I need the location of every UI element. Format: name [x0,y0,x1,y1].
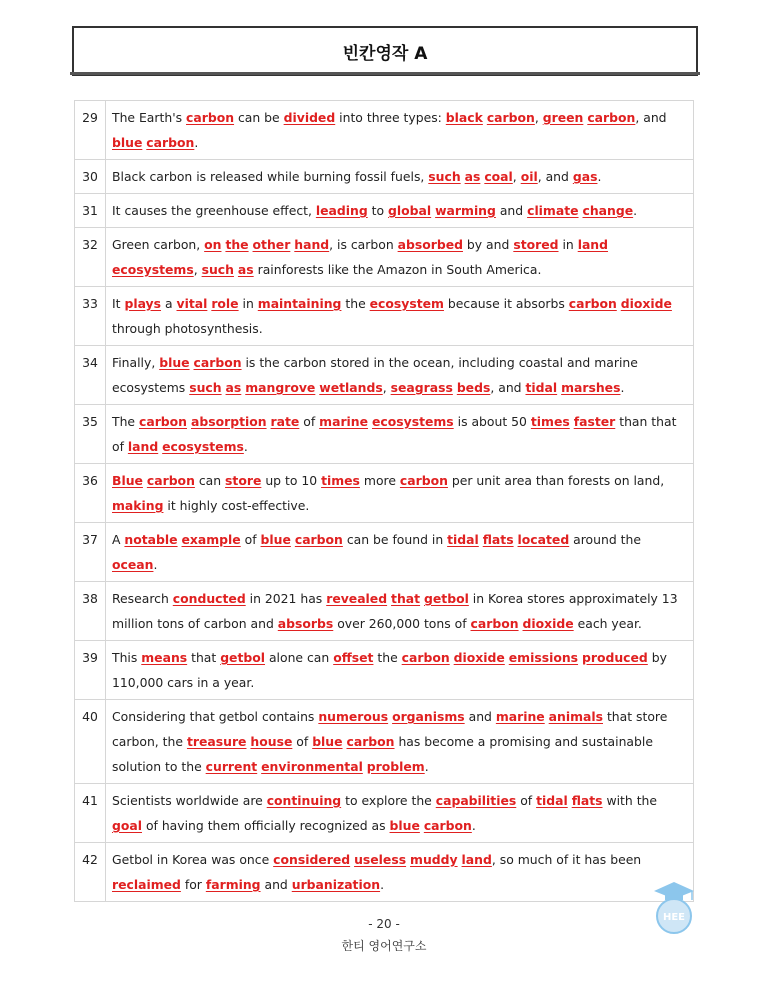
sentence-fragment: , is carbon [329,237,398,252]
answer-word: example [181,532,241,547]
answer-word: Blue [112,473,143,488]
sentence-number: 37 [75,523,106,582]
sentence-text [106,405,694,464]
sentence-row [75,700,694,784]
answer-word: getbol [220,650,266,665]
page-title-text: 빈칸영작 A [342,43,428,64]
title-underline [70,72,700,75]
answer-word: blue [112,135,143,150]
sentence-row [75,843,694,902]
answer-word: dioxide [453,650,505,665]
answer-word: change [582,203,634,218]
sentence-row [75,346,694,405]
sentence-fragment: . [620,380,625,395]
sentence-fragment: of [299,414,320,429]
answer-word: land [127,439,159,454]
answer-word: that [391,591,421,606]
answer-word: absorption [190,414,267,429]
answer-word: blue [260,532,291,547]
sentence-fragment: Considering that getbol contains [112,709,319,724]
answer-word: land [461,852,492,867]
sentence-text [106,523,694,582]
sentence-text [106,160,694,194]
answer-word: such [428,169,461,184]
sentence-fragment: Green carbon, [112,237,205,252]
answer-word: mangrove [245,380,316,395]
answer-word: wetlands [319,380,383,395]
sentence-fragment: Research [112,591,173,606]
sentence-number: 31 [75,194,106,228]
answer-word: other [252,237,291,252]
sentence-fragment: that [187,650,221,665]
page-title [72,26,698,76]
sentence-fragment: , so much of it has been [491,852,642,867]
answer-word: maintaining [257,296,342,311]
answer-word: such [189,380,222,395]
sentence-fragment: . [153,557,158,572]
sentence-row [75,464,694,523]
sentence-fragment: in [558,237,578,252]
answer-word: numerous [318,709,389,724]
answer-word: marshes [561,380,621,395]
answer-word: useless [354,852,407,867]
sentence-fragment: in 2021 has [245,591,327,606]
sentence-fragment: up to 10 [261,473,322,488]
answer-word: vital [176,296,208,311]
sentence-fragment: in [238,296,258,311]
sentence-fragment: than that of [112,414,677,454]
answer-word: carbon [186,110,235,125]
sentence-row [75,194,694,228]
sentence-fragment: . [471,818,476,833]
sentence-text [106,641,694,700]
sentence-text [106,464,694,523]
answer-word: land [577,237,609,252]
answer-word: carbon [146,473,195,488]
answer-word: store [225,473,262,488]
sentence-fragment: , and [490,380,526,395]
sentence-fragment: , and [635,110,667,125]
answer-word: global [388,203,432,218]
sentence-number: 39 [75,641,106,700]
answer-word: dioxide [620,296,672,311]
answer-word: warming [435,203,496,218]
graduation-cap-icon [654,882,694,900]
sentence-row [75,160,694,194]
sentence-fragment: per unit area than forests on land, [447,473,665,488]
answer-word: revealed [326,591,388,606]
answer-word: seagrass [390,380,453,395]
sentence-fragment: and [495,203,528,218]
answer-word: goal [112,818,142,833]
answer-word: treasure [186,734,247,749]
sentence-fragment: of [516,793,537,808]
answer-word: blue [389,818,420,833]
answer-word: capabilities [435,793,517,808]
sentence-fragment: The Earth's [112,110,187,125]
sentence-fragment: by 110,000 cars in a year. [112,650,667,690]
sentence-fragment: by and [462,237,514,252]
sentence-fragment: a [161,296,177,311]
sentence-text [106,228,694,287]
answer-word: considered [273,852,351,867]
sentence-fragment: has become a promising and sustainable solution to the [112,734,653,774]
answer-word: urbanization [291,877,381,892]
sentence-fragment: It [112,296,125,311]
sentence-row [75,228,694,287]
sentence-fragment: it highly cost-effective. [163,498,310,513]
answer-word: as [225,380,242,395]
sentence-fragment: is the carbon stored in the ocean, including coastal and marine ecosystems [112,355,638,395]
sentence-fragment: , [193,262,202,277]
sentence-fragment: Finally, [112,355,160,370]
sentence-fragment: A [112,532,125,547]
answer-word: notable [124,532,178,547]
answer-word: faster [573,414,616,429]
answer-word: emissions [508,650,579,665]
answer-word: carbon [399,473,448,488]
sentence-fragment: This [112,650,142,665]
sentence-row [75,784,694,843]
page-number: - 20 - [368,917,400,931]
answer-word: times [530,414,570,429]
answer-word: plays [124,296,162,311]
sentence-fragment: . [194,135,199,150]
sentence-fragment: Getbol in Korea was once [112,852,274,867]
answer-word: beds [456,380,491,395]
sentence-text [106,287,694,346]
sentence-text [106,194,694,228]
sentence-fragment: Scientists worldwide are [112,793,267,808]
hee-logo [648,880,700,936]
sentence-number: 29 [75,101,106,160]
sentence-fragment: to explore the [341,793,436,808]
sentence-number: 41 [75,784,106,843]
answer-word: means [141,650,188,665]
sentence-fragment: of [292,734,313,749]
answer-word: ecosystem [369,296,444,311]
answer-word: the [225,237,249,252]
answer-word: continuing [266,793,342,808]
answer-word: on [204,237,222,252]
answer-word: black [445,110,483,125]
sentence-fragment: because it absorbs [443,296,569,311]
answer-word: located [517,532,570,547]
answer-word: muddy [410,852,458,867]
sentence-number: 34 [75,346,106,405]
sentence-fragment: , [512,169,521,184]
sentence-fragment: and [260,877,292,892]
answer-word: carbon [294,532,343,547]
sentence-fragment: , [382,380,391,395]
answer-word: offset [333,650,374,665]
sentence-table-body [75,101,694,902]
sentence-number: 35 [75,405,106,464]
answer-word: gas [572,169,598,184]
answer-word: conducted [172,591,246,606]
answer-word: dioxide [522,616,574,631]
sentence-fragment: over 260,000 tons of [333,616,471,631]
sentence-text [106,101,694,160]
sentence-fragment: with the [602,793,658,808]
answer-word: carbon [346,734,395,749]
sentence-row [75,405,694,464]
answer-word: absorbs [277,616,334,631]
answer-word: carbon [486,110,535,125]
sentence-fragment: to [367,203,389,218]
sentence-fragment: that store carbon, the [112,709,668,749]
sentence-number: 30 [75,160,106,194]
answer-word: reclaimed [112,877,181,892]
sentence-row [75,287,694,346]
answer-word: carbon [423,818,472,833]
answer-word: oil [520,169,538,184]
answer-word: such [201,262,234,277]
answer-word: problem [366,759,425,774]
sentence-number: 42 [75,843,106,902]
sentence-fragment: can be [234,110,284,125]
sentence-fragment: . [380,877,385,892]
answer-word: flats [571,793,603,808]
sentence-fragment: . [597,169,602,184]
sentence-fragment: of having them officially recognized as [142,818,390,833]
sentence-number: 32 [75,228,106,287]
sentence-fragment: . [633,203,638,218]
sentence-fragment: through photosynthesis. [112,321,263,336]
answer-word: green [542,110,584,125]
sentence-fragment: in Korea stores approximately 13 million tons of carbon and [112,591,678,631]
sentence-fragment: of [240,532,261,547]
answer-word: as [237,262,254,277]
sentence-fragment: for [180,877,206,892]
answer-word: marine [319,414,369,429]
sentence-text [106,843,694,902]
answer-word: tidal [525,380,558,395]
answer-word: blue [159,355,190,370]
answer-word: blue [312,734,343,749]
sentence-fragment: It causes the greenhouse effect, [112,203,316,218]
answer-word: divided [283,110,336,125]
answer-word: leading [315,203,368,218]
sentence-fragment: . [424,759,429,774]
answer-word: environmental [261,759,363,774]
answer-word: carbon [193,355,242,370]
answer-word: produced [582,650,648,665]
answer-word: tidal [536,793,568,808]
logo-text: HEE [662,912,686,923]
sentence-fragment: can [194,473,226,488]
sentence-number: 36 [75,464,106,523]
sentence-fragment: each year. [573,616,642,631]
answer-word: ecosystems [162,439,244,454]
sentence-fragment: into three types: [335,110,446,125]
answer-word: rate [270,414,300,429]
answer-word: ecosystems [371,414,454,429]
answer-word: stored [513,237,559,252]
sentence-text [106,346,694,405]
sentence-number: 33 [75,287,106,346]
sentence-fragment: . [243,439,248,454]
sentence-fragment: the [373,650,402,665]
answer-word: absorbed [397,237,463,252]
sentence-fragment: the [341,296,370,311]
sentence-fragment: more [359,473,400,488]
sentence-text [106,582,694,641]
sentence-row [75,101,694,160]
sentence-fragment: alone can [265,650,334,665]
sentence-fragment: Black carbon is released while burning fossil fuels, [112,169,429,184]
sentence-number: 40 [75,700,106,784]
answer-word: getbol [424,591,469,606]
sentence-fragment: is about 50 [453,414,531,429]
sentence-text [106,700,694,784]
answer-word: marine [495,709,545,724]
answer-word: as [464,169,481,184]
answer-word: role [211,296,239,311]
sentence-fragment: The [112,414,139,429]
answer-word: farming [205,877,261,892]
answer-word: carbon [138,414,188,429]
answer-word: tidal [447,532,479,547]
sentence-fragment: , [534,110,543,125]
sentence-number: 38 [75,582,106,641]
answer-word: coal [484,169,513,184]
answer-word: times [321,473,360,488]
sentence-row [75,523,694,582]
answer-word: carbon [401,650,450,665]
answer-word: carbon [568,296,617,311]
sentence-fragment: , and [537,169,573,184]
sentence-fragment: can be found in [342,532,448,547]
answer-word: organisms [392,709,465,724]
answer-word: flats [482,532,514,547]
answer-word: making [112,498,164,513]
answer-word: carbon [146,135,195,150]
sentence-fragment: around the [569,532,641,547]
sentence-row [75,582,694,641]
answer-word: carbon [587,110,636,125]
organization-name: 한티 영어연구소 [341,939,427,953]
answer-word: ecosystems [112,262,194,277]
sentence-fragment: rainforests like the Amazon in South America. [253,262,542,277]
sentence-fragment: and [464,709,496,724]
answer-word: current [205,759,258,774]
answer-word: animals [548,709,603,724]
sentence-table [74,100,694,902]
answer-word: house [250,734,293,749]
answer-word: carbon [470,616,519,631]
answer-word: hand [294,237,330,252]
answer-word: ocean [112,557,154,572]
sentence-text [106,784,694,843]
sentence-row [75,641,694,700]
answer-word: climate [527,203,579,218]
